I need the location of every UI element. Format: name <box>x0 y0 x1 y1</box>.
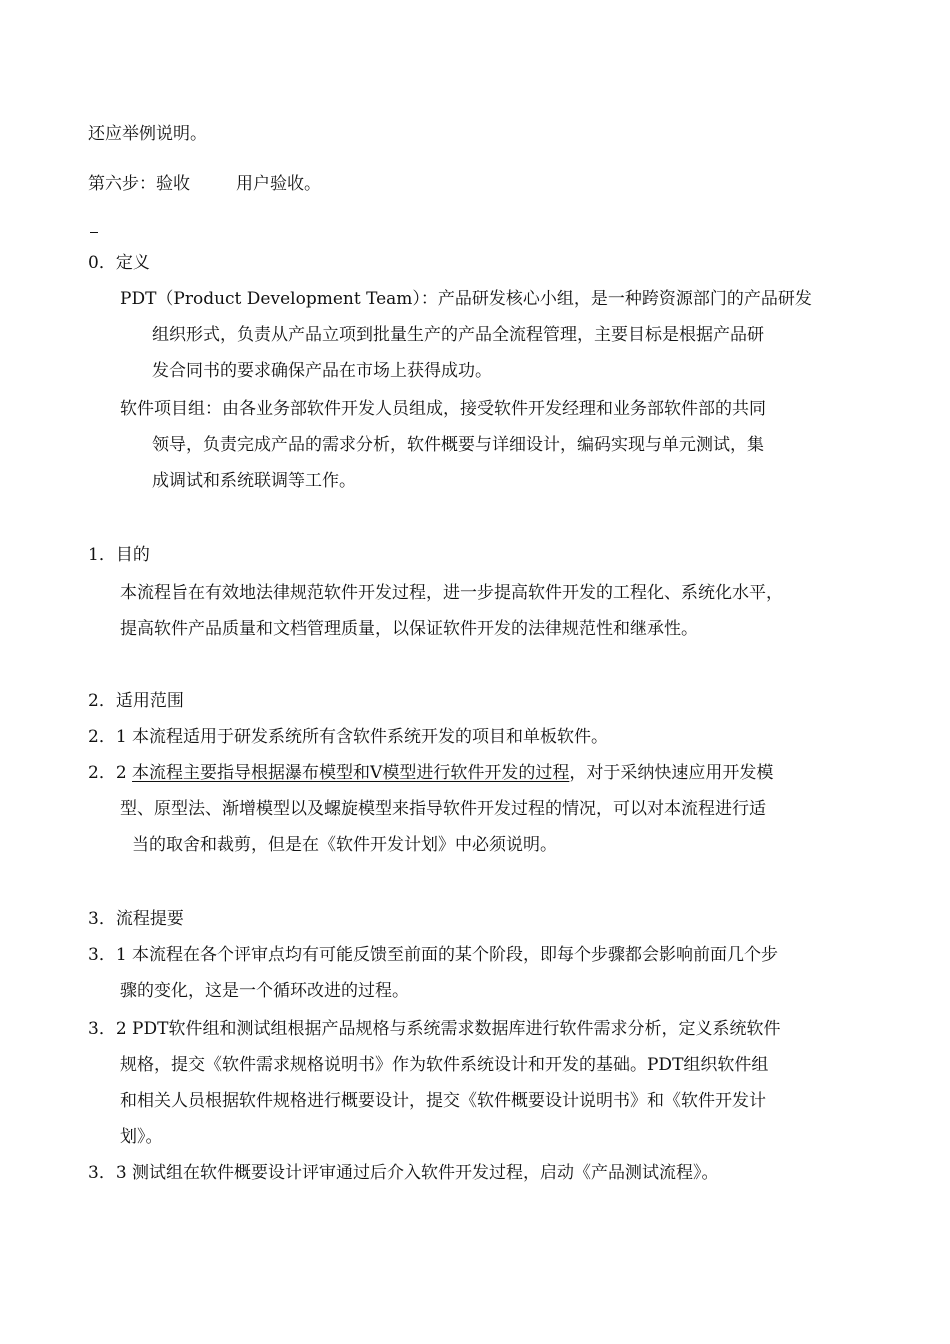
pdt-definition-line: 发合同书的要求确保产品在市场上获得成功。 <box>152 361 492 381</box>
step6-label: 第六步：验收 <box>88 174 190 194</box>
purpose-line: 本流程旨在有效地法律规范软件开发过程，进一步提高软件开发的工程化、系统化水平， <box>120 583 783 603</box>
outline-item-3-2: 3．2 PDT软件组和测试组根据产品规格与系统需求数据库进行软件需求分析，定义系统软件 <box>88 1019 781 1039</box>
scope-underlined-text: 本流程主要指导根据瀑布模型和Ⅴ模型进行软件开发的过程 <box>132 763 570 783</box>
scope-item-text: ，对于采纳快速应用开发模 <box>569 763 774 783</box>
outline-item-3-2-line: 规格，提交《软件需求规格说明书》作为软件系统设计和开发的基础。PDT组织软件组 <box>120 1055 769 1075</box>
outline-item-3-1: 3．1 本流程在各个评审点均有可能反馈至前面的某个阶段，即每个步骤都会影响前面几个步 <box>88 945 779 965</box>
scope-item-2-2 <box>88 761 773 785</box>
team-definition-line: 成调试和系统联调等工作。 <box>152 471 356 491</box>
example-note: 还应举例说明。 <box>88 124 207 144</box>
pdt-definition-line: 组织形式，负责从产品立项到批量生产的产品全流程管理，主要目标是根据产品研 <box>152 325 764 345</box>
scope-item-2-2-line: 型、原型法、渐增模型以及螺旋模型来指导软件开发过程的情况，可以对本流程进行适 <box>120 799 766 819</box>
scope-item-number: 2．2 <box>88 763 127 783</box>
section-0-heading: 0．定义 <box>88 253 150 273</box>
outline-item-3-2-line: 划》。 <box>120 1127 163 1147</box>
outline-item-3-3: 3．3 测试组在软件概要设计评审通过后介入软件开发过程，启动《产品测试流程》。 <box>88 1163 719 1183</box>
team-definition-line: 软件项目组：由各业务部软件开发人员组成，接受软件开发经理和业务部软件部的共同 <box>120 399 766 419</box>
pdt-definition-line: PDT（Product Development Team）：产品研发核心小组，是一种跨资源部门的产品研发 <box>120 289 812 309</box>
purpose-line: 提高软件产品质量和文档管理质量，以保证软件开发的法律规范性和继承性。 <box>120 619 698 639</box>
outline-item-3-2-line: 和相关人员根据软件规格进行概要设计，提交《软件概要设计说明书》和《软件开发计 <box>120 1091 766 1111</box>
scope-item-2-2-line: 当的取舍和裁剪，但是在《软件开发计划》中必须说明。 <box>132 835 557 855</box>
section-1-heading: 1．目的 <box>88 545 150 565</box>
step6-desc: 用户验收。 <box>236 174 321 194</box>
cursor-mark <box>90 232 98 233</box>
section-3-heading: 3．流程提要 <box>88 909 184 929</box>
section-2-heading: 2．适用范围 <box>88 691 184 711</box>
scope-item-2-1: 2．1 本流程适用于研发系统所有含软件系统开发的项目和单板软件。 <box>88 727 609 747</box>
outline-item-3-1-line: 骤的变化，这是一个循环改进的过程。 <box>120 981 409 1001</box>
team-definition-line: 领导，负责完成产品的需求分析，软件概要与详细设计，编码实现与单元测试，集 <box>152 435 764 455</box>
